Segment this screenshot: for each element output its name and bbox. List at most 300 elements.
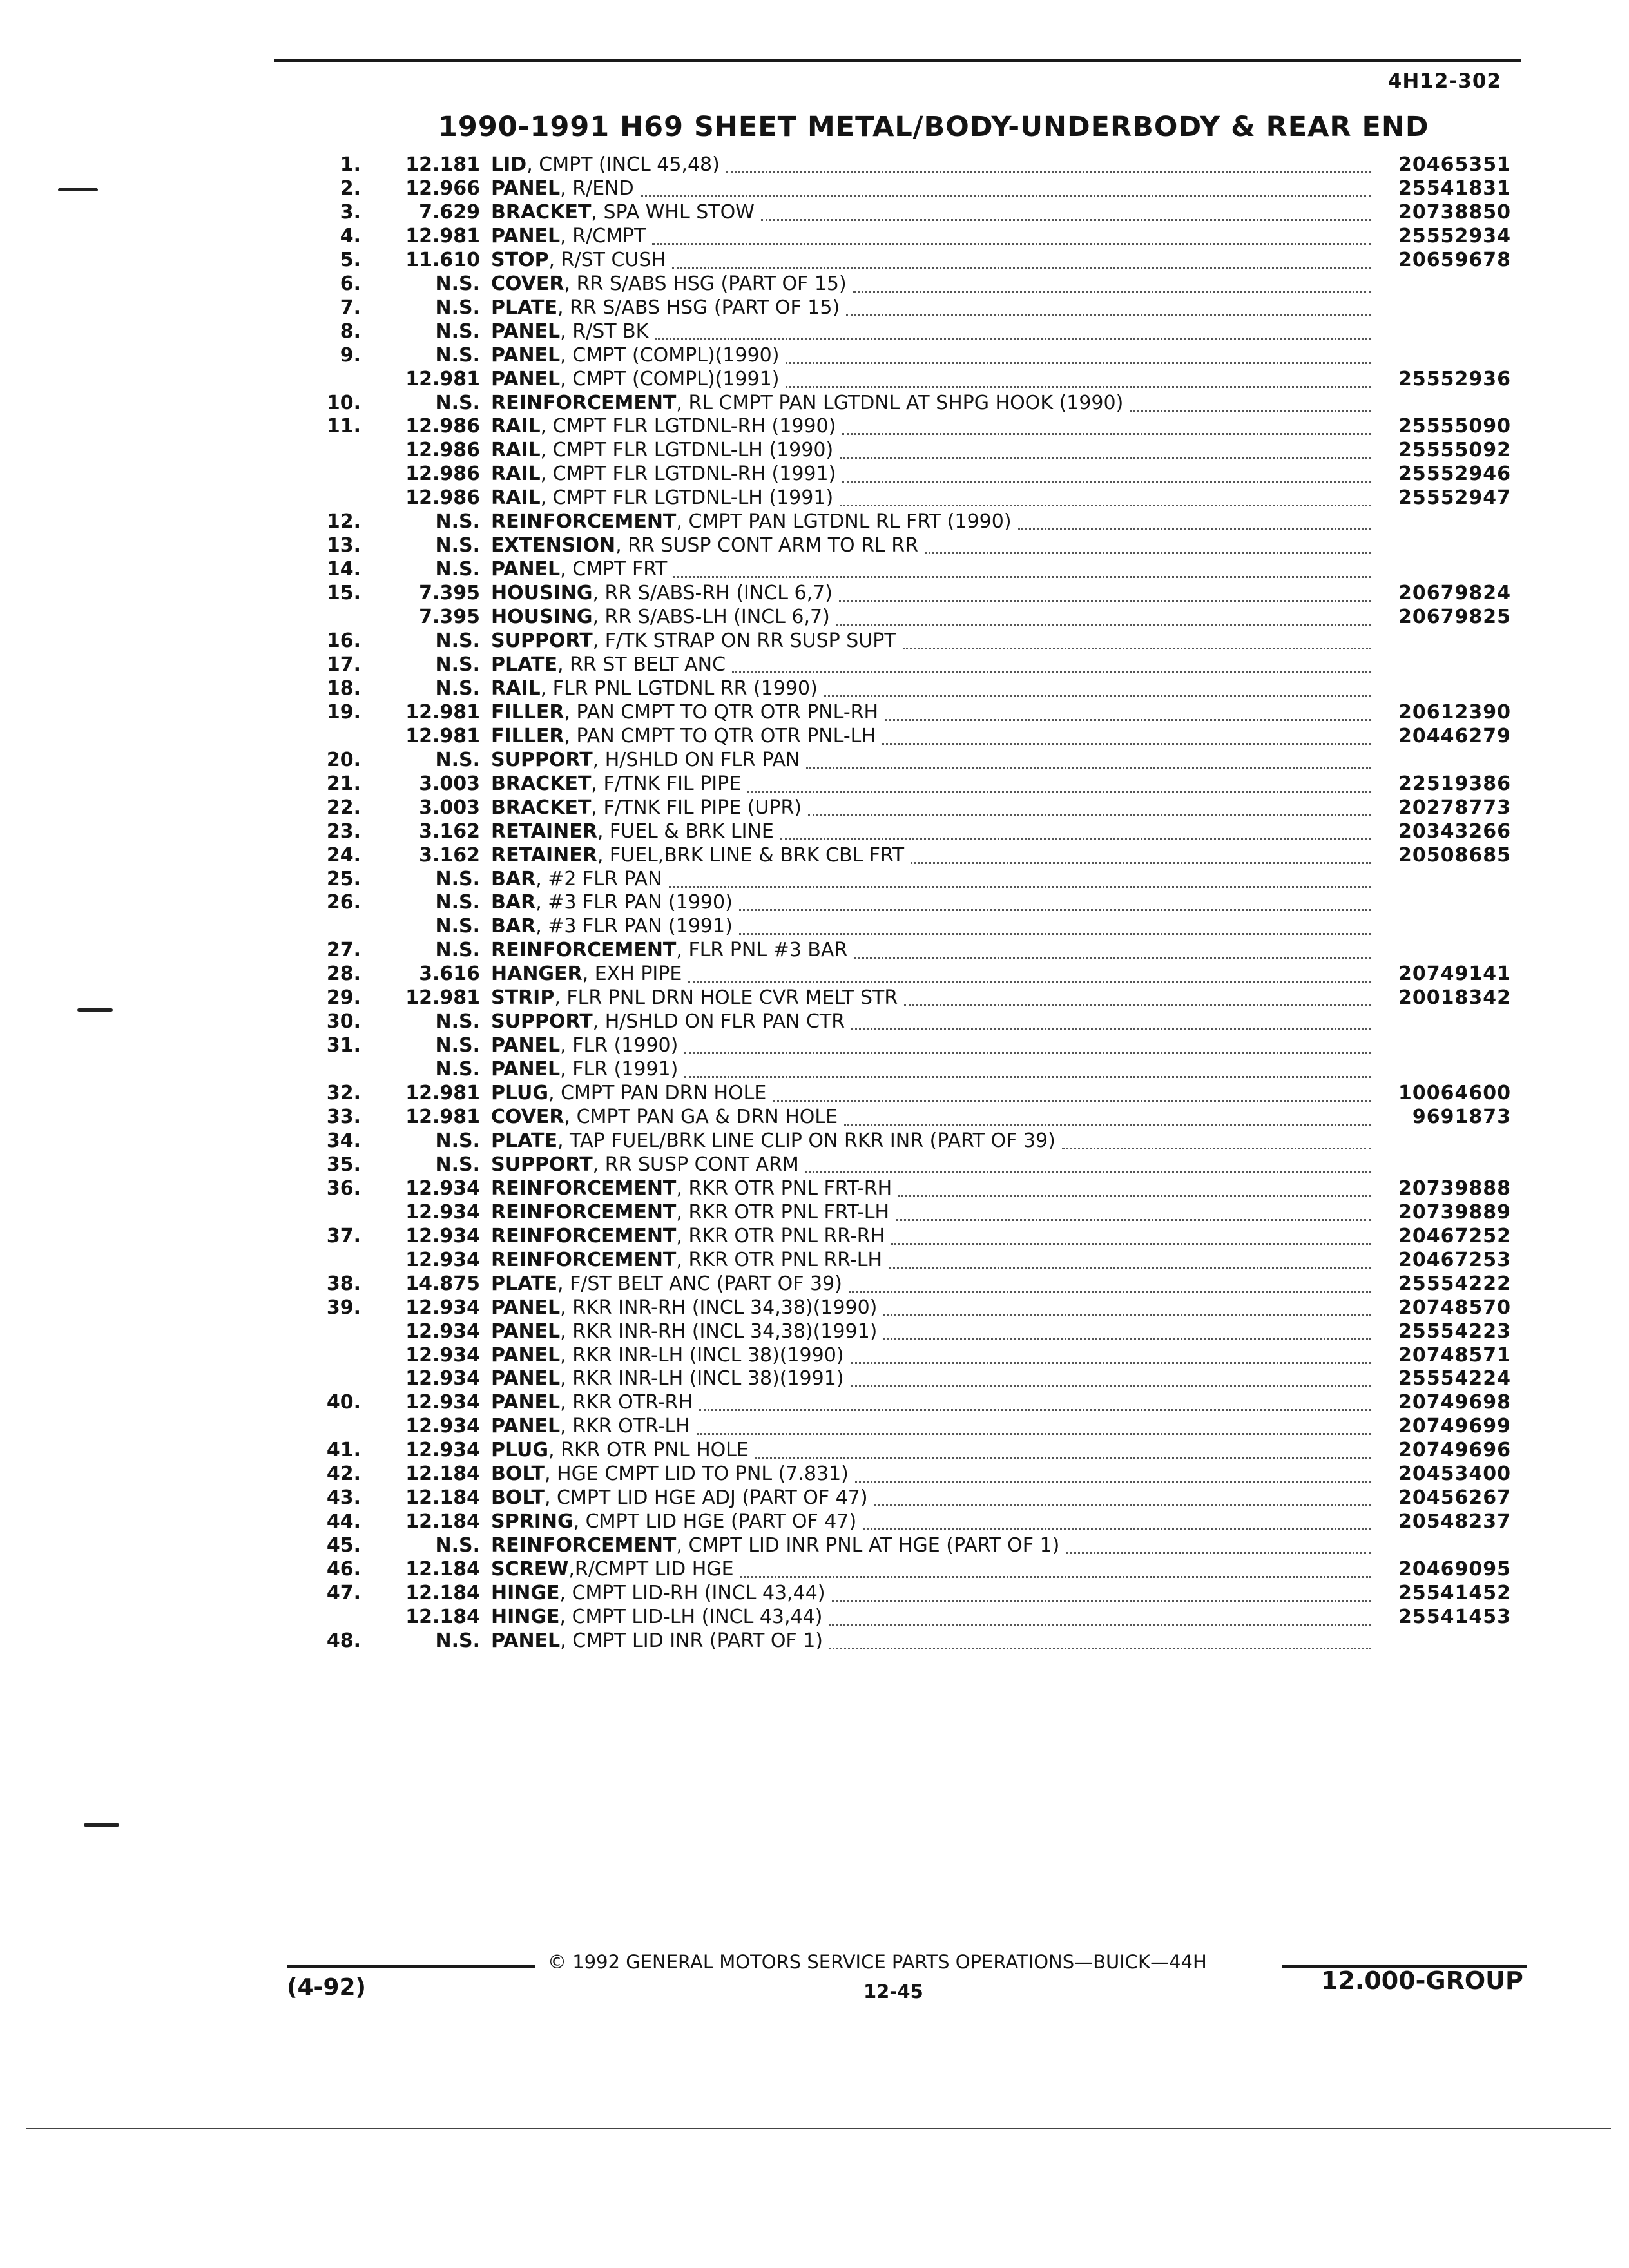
group-number: N.S. bbox=[435, 1153, 480, 1176]
part-noun: PANEL bbox=[491, 224, 561, 247]
part-noun: PLUG bbox=[491, 1082, 549, 1105]
part-number: 25541453 bbox=[1398, 1605, 1511, 1628]
part-noun: RETAINER bbox=[491, 820, 597, 843]
part-description: , FUEL & BRK LINE bbox=[597, 820, 774, 843]
part-number: 25552947 bbox=[1398, 486, 1511, 510]
bottom-rule bbox=[26, 2128, 1611, 2129]
part-noun: BRACKET bbox=[491, 200, 592, 224]
part-noun: STOP bbox=[491, 248, 549, 271]
part-description: , RR ST BELT ANC bbox=[557, 653, 726, 676]
part-description: , RR SUSP CONT ARM bbox=[592, 1153, 799, 1176]
item-number: 11. bbox=[326, 415, 361, 438]
dot-leader bbox=[846, 308, 1371, 316]
group-number: N.S. bbox=[435, 558, 480, 581]
item-number: 34. bbox=[326, 1129, 361, 1152]
dot-leader bbox=[655, 332, 1371, 340]
group-number: 12.966 bbox=[405, 177, 480, 200]
part-description: , H/SHLD ON FLR PAN CTR bbox=[592, 1010, 845, 1033]
item-number: 38. bbox=[326, 1272, 361, 1295]
item-number: 2. bbox=[340, 177, 361, 200]
part-description: , CMPT PAN DRN HOLE bbox=[548, 1082, 767, 1105]
item-number: 48. bbox=[326, 1629, 361, 1652]
item-number: 32. bbox=[326, 1082, 361, 1105]
group-number: N.S. bbox=[435, 391, 480, 414]
part-name bbox=[491, 653, 726, 677]
item-number: 24. bbox=[326, 843, 361, 867]
part-description: , CMPT LID INR (PART OF 1) bbox=[560, 1629, 824, 1652]
dot-leader bbox=[740, 1570, 1371, 1578]
part-noun: PANEL bbox=[491, 558, 561, 581]
table-row bbox=[0, 725, 1629, 748]
part-description: , RKR OTR-RH bbox=[560, 1391, 693, 1414]
part-noun: REINFORCEMENT bbox=[491, 391, 677, 414]
part-noun: SCREW bbox=[491, 1558, 569, 1581]
group-number: 12.184 bbox=[405, 1463, 480, 1486]
table-row bbox=[0, 939, 1629, 962]
part-description: , PAN CMPT TO QTR OTR PNL-RH bbox=[564, 700, 879, 724]
group-number: 12.184 bbox=[405, 1605, 480, 1628]
part-noun: PANEL bbox=[491, 1391, 561, 1414]
part-description: , CMPT LID HGE ADJ (PART OF 47) bbox=[544, 1486, 868, 1510]
part-name bbox=[491, 915, 733, 938]
part-number: 20748570 bbox=[1398, 1296, 1511, 1319]
table-row bbox=[0, 1010, 1629, 1033]
part-description: , CMPT PAN GA & DRN HOLE bbox=[564, 1106, 838, 1128]
item-number: 7. bbox=[340, 296, 361, 319]
item-number: 31. bbox=[326, 1034, 361, 1057]
part-name bbox=[491, 796, 802, 820]
part-description: , #2 FLR PAN bbox=[535, 867, 662, 890]
part-name bbox=[491, 463, 836, 486]
item-number: 35. bbox=[326, 1153, 361, 1176]
copyright-notice: © 1992 GENERAL MOTORS SERVICE PARTS OPERATIONS—BUICK—44H bbox=[548, 1951, 1207, 1973]
part-number: 9691873 bbox=[1412, 1106, 1511, 1128]
part-noun: REINFORCEMENT bbox=[491, 510, 677, 533]
dot-leader bbox=[885, 713, 1371, 721]
dot-leader bbox=[903, 641, 1371, 649]
part-noun: RAIL bbox=[491, 486, 541, 510]
part-description: , H/SHLD ON FLR PAN bbox=[592, 748, 800, 771]
part-name bbox=[491, 1439, 749, 1462]
part-name bbox=[491, 201, 755, 224]
part-description: , FLR (1990) bbox=[560, 1034, 679, 1057]
part-description: , RKR OTR PNL FRT-LH bbox=[676, 1200, 890, 1224]
part-description: , RKR INR-RH (INCL 34,38)(1990) bbox=[560, 1296, 878, 1319]
table-row bbox=[0, 1510, 1629, 1533]
part-noun: BAR bbox=[491, 867, 536, 890]
part-noun: HINGE bbox=[491, 1605, 560, 1628]
part-description: , RR S/ABS HSG (PART OF 15) bbox=[557, 296, 840, 319]
part-noun: PLATE bbox=[491, 296, 557, 319]
part-name bbox=[491, 1129, 1055, 1153]
part-number: 20343266 bbox=[1398, 820, 1511, 843]
item-number: 30. bbox=[326, 1010, 361, 1033]
part-description: , F/TNK FIL PIPE bbox=[591, 772, 742, 795]
table-row bbox=[0, 368, 1629, 391]
part-description: , CMPT FLR LGTDNL-LH (1991) bbox=[540, 486, 834, 510]
table-row bbox=[0, 1606, 1629, 1629]
part-number: 20749699 bbox=[1398, 1415, 1511, 1438]
part-description: , RKR OTR PNL HOLE bbox=[548, 1439, 749, 1462]
part-name bbox=[491, 486, 833, 510]
table-row bbox=[0, 820, 1629, 843]
part-noun: SUPPORT bbox=[491, 748, 593, 771]
part-description: , FLR PNL DRN HOLE CVR MELT STR bbox=[554, 986, 898, 1010]
table-row bbox=[0, 1034, 1629, 1057]
group-number: N.S. bbox=[435, 1129, 480, 1152]
part-noun: BRACKET bbox=[491, 772, 592, 795]
item-number: 15. bbox=[326, 582, 361, 605]
part-description: , CMPT LID HGE (PART OF 47) bbox=[573, 1510, 857, 1533]
group-number: 3.162 bbox=[419, 843, 480, 867]
item-number: 6. bbox=[340, 272, 361, 295]
dot-leader bbox=[684, 1070, 1371, 1078]
item-number: 39. bbox=[326, 1296, 361, 1319]
part-description: , CMPT (COMPL)(1991) bbox=[560, 367, 780, 390]
part-name bbox=[491, 439, 833, 462]
group-number: N.S. bbox=[435, 939, 480, 962]
dot-leader bbox=[911, 856, 1371, 864]
dot-leader bbox=[824, 689, 1371, 697]
item-number: 16. bbox=[326, 629, 361, 652]
part-number: 20679824 bbox=[1398, 582, 1511, 605]
table-row bbox=[0, 963, 1629, 986]
table-row bbox=[0, 1177, 1629, 1200]
part-number: 10064600 bbox=[1398, 1082, 1511, 1105]
part-number: 20446279 bbox=[1398, 724, 1511, 747]
part-noun: FILLER bbox=[491, 724, 564, 747]
part-noun: LID bbox=[491, 153, 527, 176]
item-number: 8. bbox=[340, 320, 361, 343]
item-number: 22. bbox=[326, 796, 361, 819]
page-title: 1990-1991 H69 SHEET METAL/BODY-UNDERBODY & REAR END bbox=[438, 111, 1429, 143]
part-description: , #3 FLR PAN (1990) bbox=[535, 891, 733, 914]
dot-leader bbox=[829, 1617, 1371, 1626]
part-noun: PANEL bbox=[491, 1296, 561, 1319]
table-row bbox=[0, 701, 1629, 724]
table-row bbox=[0, 1391, 1629, 1414]
item-number: 47. bbox=[326, 1582, 361, 1604]
dot-leader bbox=[874, 1498, 1371, 1506]
part-description: , CMPT FLR LGTDNL-RH (1990) bbox=[540, 415, 836, 438]
item-number: 4. bbox=[340, 224, 361, 247]
part-number: 20469095 bbox=[1398, 1558, 1511, 1581]
dot-leader bbox=[697, 1427, 1371, 1435]
item-number: 43. bbox=[326, 1486, 361, 1510]
dot-leader bbox=[898, 1189, 1371, 1197]
part-noun: PANEL bbox=[491, 320, 561, 343]
dot-leader bbox=[829, 1641, 1371, 1649]
part-description: , CMPT (INCL 45,48) bbox=[526, 153, 720, 176]
part-name bbox=[491, 1558, 734, 1581]
part-name bbox=[491, 1344, 844, 1367]
table-row bbox=[0, 486, 1629, 510]
part-name bbox=[491, 1629, 823, 1653]
part-number: 20749141 bbox=[1398, 963, 1511, 986]
revision-date: (4-92) bbox=[287, 1974, 366, 2001]
part-noun: BRACKET bbox=[491, 796, 592, 819]
dot-leader bbox=[652, 236, 1371, 245]
part-name bbox=[491, 1606, 822, 1629]
dot-leader bbox=[891, 1236, 1371, 1245]
table-row bbox=[0, 1344, 1629, 1367]
table-row bbox=[0, 891, 1629, 914]
group-number: 3.162 bbox=[419, 820, 480, 843]
table-row bbox=[0, 1082, 1629, 1105]
part-name bbox=[491, 1106, 838, 1129]
part-noun: HOUSING bbox=[491, 606, 593, 629]
item-number: 37. bbox=[326, 1224, 361, 1247]
item-number: 17. bbox=[326, 653, 361, 676]
part-number: 20748571 bbox=[1398, 1343, 1511, 1367]
group-number: 12.934 bbox=[405, 1415, 480, 1438]
dot-leader bbox=[882, 736, 1371, 745]
part-number: 25541831 bbox=[1398, 177, 1511, 200]
dot-leader bbox=[761, 213, 1371, 221]
top-rule bbox=[274, 59, 1521, 62]
dot-leader bbox=[853, 284, 1371, 293]
part-noun: COVER bbox=[491, 272, 564, 295]
part-noun: BAR bbox=[491, 891, 536, 914]
part-name bbox=[491, 1320, 877, 1343]
part-noun: PANEL bbox=[491, 1629, 561, 1652]
part-noun: SUPPORT bbox=[491, 629, 593, 652]
item-number: 3. bbox=[340, 200, 361, 224]
part-description: , RKR INR-RH (INCL 34,38)(1991) bbox=[560, 1320, 878, 1343]
dot-leader bbox=[1018, 522, 1371, 530]
part-number: 20018342 bbox=[1398, 986, 1511, 1010]
group-number: 12.934 bbox=[405, 1296, 480, 1319]
group-number: N.S. bbox=[435, 1010, 480, 1033]
part-description: , TAP FUEL/BRK LINE CLIP ON RKR INR (PART OF 39) bbox=[557, 1129, 1055, 1152]
part-description: , CMPT FLR LGTDNL-RH (1991) bbox=[540, 463, 836, 486]
part-noun: PANEL bbox=[491, 343, 561, 367]
margin-mark bbox=[84, 1823, 119, 1827]
part-noun: RAIL bbox=[491, 439, 541, 462]
part-name bbox=[491, 606, 830, 629]
part-name bbox=[491, 1010, 845, 1033]
part-noun: REINFORCEMENT bbox=[491, 939, 677, 962]
group-number: 12.934 bbox=[405, 1439, 480, 1462]
part-name bbox=[491, 773, 741, 796]
part-name bbox=[491, 392, 1123, 415]
part-noun: REINFORCEMENT bbox=[491, 1200, 677, 1224]
dot-leader bbox=[883, 1332, 1371, 1340]
group-number: 12.981 bbox=[405, 224, 480, 247]
item-number: 1. bbox=[340, 153, 361, 176]
item-number: 14. bbox=[326, 558, 361, 581]
part-number: 25541452 bbox=[1398, 1582, 1511, 1604]
dot-leader bbox=[849, 1284, 1371, 1293]
item-number: 42. bbox=[326, 1463, 361, 1486]
table-row bbox=[0, 344, 1629, 367]
dot-leader bbox=[840, 450, 1371, 459]
item-number: 18. bbox=[326, 677, 361, 700]
part-description: , R/ST BK bbox=[560, 320, 649, 343]
margin-mark bbox=[58, 188, 98, 191]
part-description: , FUEL,BRK LINE & BRK CBL FRT bbox=[597, 843, 905, 867]
item-number: 12. bbox=[326, 510, 361, 533]
part-description: , #3 FLR PAN (1991) bbox=[535, 915, 733, 938]
item-number: 25. bbox=[326, 867, 361, 890]
part-name bbox=[491, 177, 634, 200]
dot-leader bbox=[842, 427, 1371, 435]
group-label: 12.000-GROUP bbox=[1321, 1966, 1523, 1995]
part-name bbox=[491, 986, 898, 1010]
group-number: 14.875 bbox=[405, 1272, 480, 1295]
part-number: 20453400 bbox=[1398, 1463, 1511, 1486]
part-name bbox=[491, 344, 779, 367]
group-number: N.S. bbox=[435, 320, 480, 343]
part-noun: EXTENSION bbox=[491, 534, 616, 557]
table-row bbox=[0, 1153, 1629, 1177]
part-description: , RKR OTR-LH bbox=[560, 1415, 690, 1438]
part-noun: REINFORCEMENT bbox=[491, 1248, 677, 1271]
part-name bbox=[491, 701, 878, 724]
group-number: 7.395 bbox=[419, 582, 480, 605]
dot-leader bbox=[726, 165, 1371, 173]
table-row bbox=[0, 1463, 1629, 1486]
part-description: , FLR PNL #3 BAR bbox=[676, 939, 848, 962]
group-number: 12.934 bbox=[405, 1391, 480, 1414]
table-row bbox=[0, 629, 1629, 653]
dot-leader bbox=[786, 356, 1371, 364]
part-name bbox=[491, 749, 800, 772]
dot-leader bbox=[925, 546, 1371, 554]
part-name bbox=[491, 534, 918, 557]
group-number: 12.981 bbox=[405, 367, 480, 390]
part-description: , F/TNK FIL PIPE (UPR) bbox=[591, 796, 802, 819]
dot-leader bbox=[883, 1308, 1371, 1316]
part-description: , RR S/ABS HSG (PART OF 15) bbox=[564, 272, 847, 295]
group-number: N.S. bbox=[435, 867, 480, 890]
part-name bbox=[491, 273, 847, 296]
group-number: 12.981 bbox=[405, 1082, 480, 1105]
group-number: 3.003 bbox=[419, 772, 480, 795]
group-number: N.S. bbox=[435, 510, 480, 533]
part-description: , CMPT LID-LH (INCL 43,44) bbox=[559, 1605, 823, 1628]
table-row bbox=[0, 534, 1629, 557]
dot-leader bbox=[844, 1117, 1371, 1126]
table-row bbox=[0, 1320, 1629, 1343]
part-noun: BAR bbox=[491, 915, 536, 938]
table-row bbox=[0, 1486, 1629, 1510]
part-name bbox=[491, 558, 667, 581]
group-number: 12.934 bbox=[405, 1367, 480, 1390]
dot-leader bbox=[851, 1379, 1371, 1387]
item-number: 27. bbox=[326, 939, 361, 962]
item-number: 23. bbox=[326, 820, 361, 843]
dot-leader bbox=[836, 617, 1371, 626]
group-number: 12.981 bbox=[405, 700, 480, 724]
dot-leader bbox=[1062, 1141, 1371, 1149]
table-row bbox=[0, 1439, 1629, 1462]
dot-leader bbox=[684, 1046, 1371, 1054]
table-row bbox=[0, 225, 1629, 248]
table-row bbox=[0, 796, 1629, 820]
part-noun: RETAINER bbox=[491, 843, 597, 867]
table-row bbox=[0, 415, 1629, 438]
part-number: 20278773 bbox=[1398, 796, 1511, 819]
part-number: 22519386 bbox=[1398, 772, 1511, 795]
table-row bbox=[0, 1225, 1629, 1248]
dot-leader bbox=[889, 1260, 1371, 1269]
part-description: , F/ST BELT ANC (PART OF 39) bbox=[557, 1272, 842, 1295]
part-description: , FLR (1991) bbox=[560, 1058, 679, 1081]
table-row bbox=[0, 606, 1629, 629]
group-number: 12.986 bbox=[405, 486, 480, 510]
group-number: 7.395 bbox=[419, 606, 480, 629]
part-description: , CMPT LID-RH (INCL 43,44) bbox=[559, 1582, 825, 1604]
part-number: 20467252 bbox=[1398, 1224, 1511, 1247]
part-number: 20749696 bbox=[1398, 1439, 1511, 1462]
part-noun: BOLT bbox=[491, 1463, 545, 1486]
group-number: N.S. bbox=[435, 343, 480, 367]
group-number: N.S. bbox=[435, 653, 480, 676]
dot-leader bbox=[1130, 403, 1371, 412]
item-number: 26. bbox=[326, 891, 361, 914]
part-description: , RL CMPT PAN LGTDNL AT SHPG HOOK (1990) bbox=[676, 391, 1124, 414]
group-number: N.S. bbox=[435, 629, 480, 652]
table-row bbox=[0, 153, 1629, 177]
item-number: 40. bbox=[326, 1391, 361, 1414]
part-name bbox=[491, 1034, 678, 1057]
part-noun: HOUSING bbox=[491, 582, 593, 605]
part-noun: PANEL bbox=[491, 1320, 561, 1343]
part-number: 25554222 bbox=[1398, 1272, 1511, 1295]
table-row bbox=[0, 1201, 1629, 1224]
part-noun: PLATE bbox=[491, 653, 557, 676]
group-number: 12.184 bbox=[405, 1582, 480, 1604]
item-number: 13. bbox=[326, 534, 361, 557]
part-noun: BOLT bbox=[491, 1486, 545, 1510]
part-name bbox=[491, 296, 840, 320]
part-name bbox=[491, 1463, 849, 1486]
dot-leader bbox=[806, 760, 1371, 769]
table-row bbox=[0, 1249, 1629, 1272]
table-row bbox=[0, 320, 1629, 343]
part-name bbox=[491, 510, 1012, 533]
part-name bbox=[491, 320, 648, 343]
group-number: N.S. bbox=[435, 677, 480, 700]
group-number: N.S. bbox=[435, 272, 480, 295]
table-row bbox=[0, 915, 1629, 938]
part-noun: PLATE bbox=[491, 1272, 557, 1295]
item-number: 19. bbox=[326, 700, 361, 724]
part-description: , FLR PNL LGTDNL RR (1990) bbox=[540, 677, 818, 700]
group-number: 12.986 bbox=[405, 439, 480, 462]
table-row bbox=[0, 1106, 1629, 1129]
part-name bbox=[491, 725, 876, 748]
part-description: , R/ST CUSH bbox=[548, 248, 666, 271]
part-number: 20739889 bbox=[1398, 1200, 1511, 1224]
part-name bbox=[491, 1058, 678, 1081]
part-name bbox=[491, 1415, 690, 1438]
part-number: 20467253 bbox=[1398, 1248, 1511, 1271]
part-name bbox=[491, 153, 720, 177]
part-description: , RKR OTR PNL FRT-RH bbox=[676, 1177, 892, 1200]
part-name bbox=[491, 1273, 842, 1296]
table-row bbox=[0, 1629, 1629, 1653]
part-description: , SPA WHL STOW bbox=[591, 200, 755, 224]
dot-leader bbox=[863, 1522, 1371, 1530]
part-name bbox=[491, 939, 847, 962]
dot-leader bbox=[842, 474, 1371, 483]
part-number: 25554223 bbox=[1398, 1320, 1511, 1343]
item-number: 10. bbox=[326, 391, 361, 414]
footer-rule-left bbox=[287, 1965, 535, 1968]
table-row bbox=[0, 986, 1629, 1010]
